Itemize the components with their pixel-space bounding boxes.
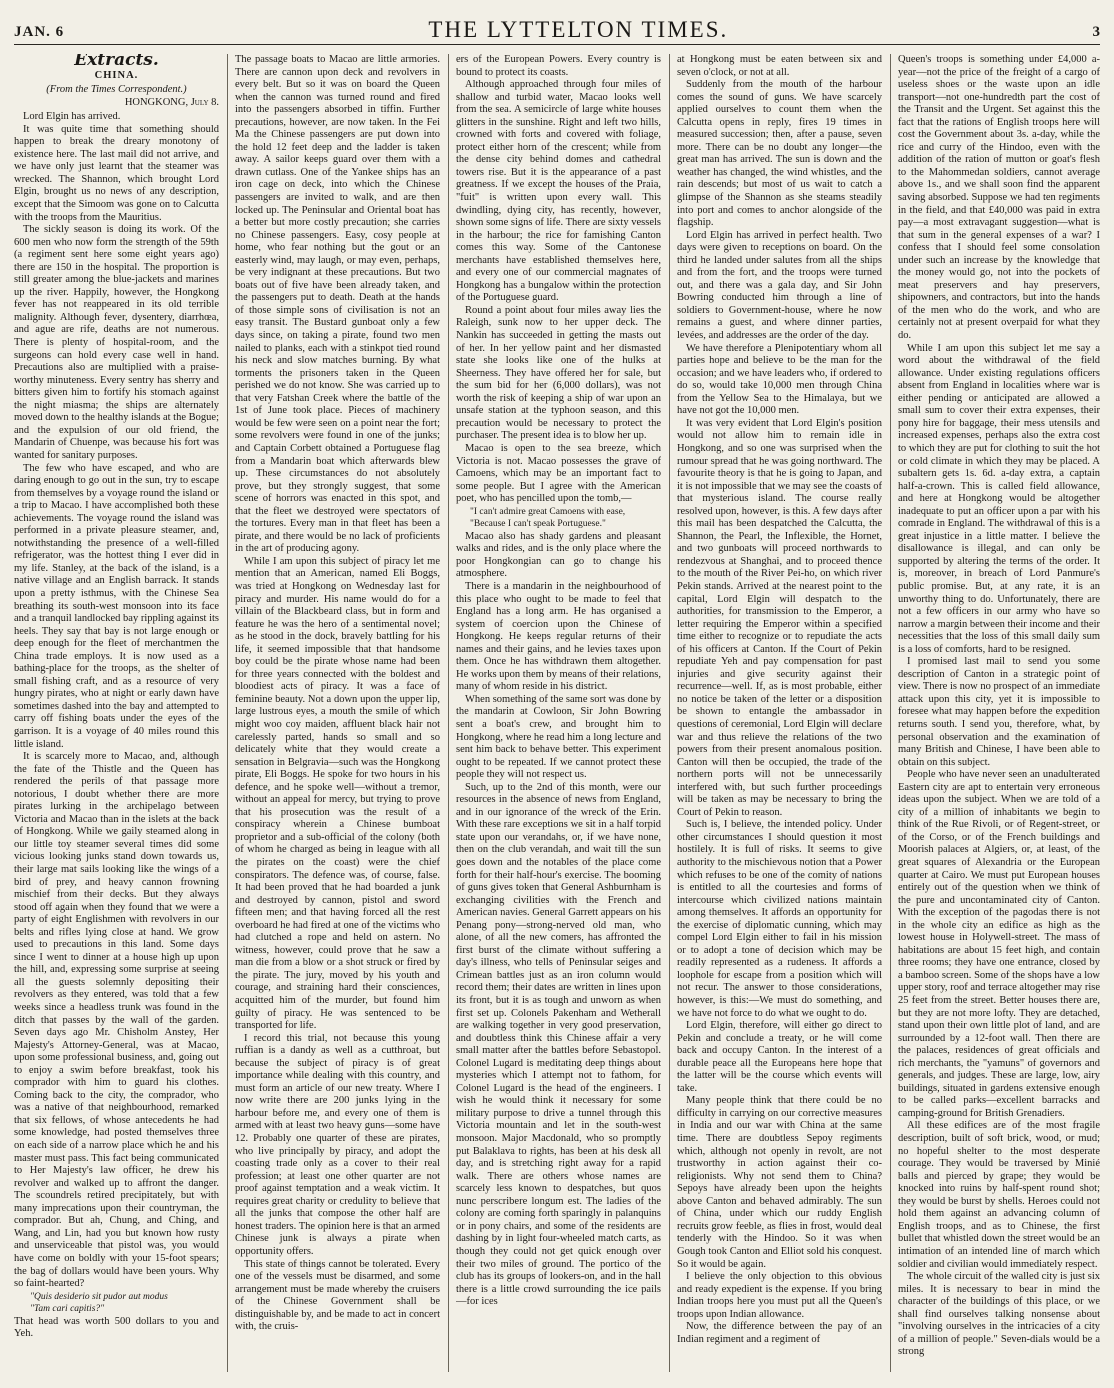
paragraph: ers of the European Powers. Every country is bound to protect its coasts.	[456, 54, 661, 78]
article-credit: (From the Times Correspondent.)	[46, 84, 187, 96]
paragraph: at Hongkong must be eaten between six and seven o'clock, or not at all.	[677, 54, 882, 78]
paragraph: Such is, I believe, the intended policy. Under other circumstances I should question it most hostilely. It is full of risks. It seems to give authority to the mischievous notion that a Power which refuses to be one of the comity of nations is entitled to all the courtesies and forms of intercourse which civilized nations maintain among themselves. It affords an opportunity for the exercise of diplomatic cunning, which may compel Lord Elgin either to fail in his mission or to adopt a tone of decision which may be readily represented as a rudeness. It affords a loophole for escape from a position which will not recur. The answer to those considerations, however, is this:—We must do something, and we have not force to do what we ought to do.	[677, 819, 882, 1019]
paragraph: The few who have escaped, and who are daring enough to go out in the sun, try to escape from themselves by a voyage round the island or a trip to Macao. I have accomplished both these achievements. The voyage round the island was performed in a private pleasure steamer, and, notwithstanding the presence of a well-filled refrigerator, was the hottest thing I ever did in my life. Stanley, at the back of the island, is a native village and an English barrack. It stands upon a pretty isthmus, with the Chinese Sea breathing its south-west monsoon into its face and a tranquil landlocked bay rippling against its heels. They say that bay is not large enough or deep enough for the fleet of merchantmen the China trade employs. It is now used as a bathing-place for the troops, as the shelter of small fishing craft, and as a resource of very hungry pirates, who at night or early dawn have sometimes dashed into the bay and attempted to carry off fishing boats under the eyes of the garrison. It is a voyage of 40 miles round this little island.	[14, 462, 219, 750]
article-dateline: HONGKONG, July 8.	[124, 96, 219, 108]
paragraph: Now, the difference between the pay of an Indian regiment and a regiment of	[677, 1321, 882, 1345]
paragraph: When something of the same sort was done by the mandarin at Cowloon, Sir John Bowring sent a boat's crew, and brought him to Hongkong, where he read him a long lecture and sent him back to behave better. This experiment ought to be repeated. If we cannot protect these people they will not respect us.	[456, 693, 661, 781]
page-number: 3	[1092, 24, 1100, 40]
issue-date: JAN. 6	[14, 24, 65, 40]
paragraph: Suddenly from the mouth of the harbour comes the sound of guns. We have scarcely applied ourselves to count them when the Calcutta opens in reply, fires 19 times in measured succession; then, after a pause, seven more. There can be no doubt any longer—the great man has arrived. The sun is down and the weather has changed, the wind whistles, and the rain descends; but most of us wait to catch a glimpse of the Shannon as she steams steadily into port and comes to anchor alongside of the flagship.	[677, 79, 882, 229]
paragraph: It was quite time that something should happen to break the dreary monotony of existence here. The last mail did not arrive, and we have only just learnt that the steamer was wrecked. The Shannon, which brought Lord Elgin, brought us no news of any description, except that the Simoom was gone on to Calcutta with the troops from the Mauritius.	[14, 123, 219, 223]
paragraph: Lord Elgin, therefore, will either go direct to Pekin and conclude a treaty, or he will come back and occupy Canton. In the interest of a durable peace all the Europeans here hope that the latter will be the course which events will take.	[677, 1020, 882, 1094]
section-heading: Extracts.	[74, 54, 159, 70]
column-rule	[227, 54, 228, 1372]
paragraph: All these edifices are of the most fragile description, built of soft brick, wood, or mud; no hopeful shelter to the most desperate courage. They would be traversed by Minié balls and pierced by grape; they would be knocked into ruins by half-spent round shot; they would be burst by shells. Heroes could not hold them against an advancing column of English troops, and as to Chinese, the first bullet that whistled down the street would be an intimation of an intended line of march which soldier and civilian would immediately respect.	[898, 1120, 1100, 1270]
paragraph: I believe the only objection to this obvious and ready expedient is the expense. If you bring Indian troops here you must put all the Queen's troops upon Indian allowance.	[677, 1271, 882, 1320]
paragraph: The whole circuit of the walled city is just six miles. It is necessary to bear in mind the character of the buildings of this place, or we shall find ourselves talking nonsense about "involving ourselves in the intricacies of a city of a million of people." Seven-dials would be a strong	[898, 1271, 1100, 1358]
paragraph: The passage boats to Macao are little armories. There are cannon upon deck and revolvers in every belt. But so it was on board the Queen when the cannon was turned round and fired into the passengers absorbed in tiffin. Further precautions, however, are now taken. In the Fei Ma the Chinese passengers are put down into the hold 12 feet deep and the ladder is taken away. A sailor keeps guard over them with a drawn cutlass. One of the Yankee ships has an iron cage on deck, into which the Chinese passengers are invited to walk, and are then locked up. The Peninsular and Oriental boat has a better but more costly precaution; she carries no Chinese passengers. Easy, cosy people at home, who fear nothing but the gout or an easterly wind, may laugh, or may even, perhaps, be very indignant at these precautions. But two boats out of five have been already taken, and the passengers put to death. Death at the hands of those simple sons of civilisation is not an easy transit. The Bustard gunboat only a few days since, on taking a pirate, found two men nailed to planks, each with a stinkpot tied round his neck and slow matches burning. By what torments the prisoners taken in the Queen perished we do not know. She was carried up to that very Fatshan Creek where the battle of the 1st of June took place. Pieces of machinery would be few were seen on a point near the fort; some revolvers were found in one of the junks; and Captain Corbett obtained a Portuguese flag from a Mandarin boat which afterwards blew up. These circumstances do not absolutely prove, but they strongly suggest, that some scene of horrors was enacted in this spot, and that the fleet we destroyed were spectators of the tortures. Every man in that fleet has been a pirate, and there would be no lack of proficients in the art of producing agony.	[235, 54, 440, 555]
masthead	[14, 14, 1100, 45]
article-subhead: CHINA.	[94, 69, 139, 81]
paragraph: While I am upon this subject let me say a word about the withdrawal of the field allowance. Under existing regulations officers absent from England in localities where war is either pending or anticipated are allowed a small sum to cover their extra expenses, their pony hire for baggage, their mess utensils and increased expenses, perhaps also the extra cost to which they are put for clothing to suit the hot or cold climate in which they may be placed. A subaltern gets 1s. 6d. a-day extra, a captain half-a-crown. This is called field allowance, and here at Hongkong would be altogether inadequate to put an officer upon a par with his comrade in England. The withdrawal of this is a great injustice in a little matter. I believe the disallowance is illegal, and can only be supported by altering the terms of the order. It is, moreover, in breach of Lord Panmure's public promise. But, at any rate, it is an unworthy thing to do. Unfortunately, there are not a few officers in our army who have so narrow a margin between their income and their necessities that the loss of this small daily sum is a loss of comforts, hard to be resigned.	[898, 342, 1100, 655]
column-2	[235, 54, 440, 1372]
paragraph: I promised last mail to send you some description of Canton in a strategic point of view. There is now no prospect of an immediate attack upon this city, yet it is impossible to foresee what may happen before the expedition returns south. I send you, therefore, what, by personal observation and the examination of many British and Chinese, I have been able to obtain on this subject.	[898, 656, 1100, 768]
newspaper-title: THE LYTTELTON TIMES.	[428, 17, 729, 42]
paragraph: Round a point about four miles away lies the Raleigh, sunk now to her upper deck. The Nankin has succeeded in getting the masts out of her. In her yellow paint and her dismasted state she looks like one of the hulks at Sheerness. They have offered her for sale, but the sum bid for her (6,000 dollars), was not worth the risk of keeping a ship of war upon an unsafe station at the typhoon season, and this precaution would be necessary to protect the purchaser. The present idea is to blow her up.	[456, 304, 661, 442]
paragraph: While I am upon this subject of piracy let me mention that an American, named Eli Boggs, was tried at Hongkong on Wednesday last for piracy and murder. His name would do for a villain of the Blackbeard class, but in form and feature he was the hero of a sentimental novel; as he stood in the dock, bravely battling for his life, it seemed impossible that that handsome boy could be the pirate whose name had been for three years connected with the boldest and bloodiest acts of piracy. It was a face of feminine beauty. Not a down upon the upper lip, large lustrous eyes, a mouth the smile of which might woo coy maiden, affluent black hair not carelessly parted, hands so small and so delicately white that they would create a sensation in Belgravia—such was the Hongkong pirate, Eli Boggs. He spoke for two hours in his defence, and he spoke well—without a tremor, without an appeal for mercy, but trying to prove that his prosecution was the result of a conspiracy wherein a Chinese bumboat proprietor and a sub-official of the colony (both of whom he charged as being in league with all the pirates on the coast) were the chief conspirators. The defence was, of course, false. It had been proved that he had boarded a junk and destroyed by cannon, pistol and sword fifteen men; and that having forced all the rest overboard he had fired at one of the victims who had clutched a rope and held on astern. No witness, however, could prove that he saw a man die from a blow or a shot struck or fired by the pirate. The jury, moved by his youth and courage, and straining hard their consciences, acquitted him of the murder, but found him guilty of piracy. He was sentenced to be transported for life.	[235, 555, 440, 1032]
paragraph: Macao also has shady gardens and pleasant walks and rides, and is the only place where the poor Hongkongian can go to change his atmosphere.	[456, 530, 661, 580]
paragraph: Macao is open to the sea breeze, which Victoria is not. Macao possesses the grave of Camoens, which may be an important fact to some people. But I agree with the American poet, who has pencilled upon the tomb,—	[456, 442, 661, 505]
paragraph: Lord Elgin has arrived.	[23, 111, 121, 123]
paragraph: Such, up to the 2nd of this month, were our resources in the absence of news from England, and in our ignorance of the wreck of the Erin. With these rare exceptions we sit in a half torpid state upon our verandahs, or, if we have none, then on the club verandah, and wait till the sun goes down and the notables of the place come forth for their half-hour's exercise. The booming of guns gives token that General Ashburnham is exchanging civilities with the French and American navies. General Garrett appears on his Penang pony—strong-nerved old man, who alone, of all the new comers, has affronted the first burst of the climate without suffering a day's illness, who tells of Peninsular seiges and Crimean battles just as an iron column would record them; their dates are written in lines upon its front, but it is as tough and unworn as when first set up. Colonels Pakenham and Wetherall are walking together in very good preservation, and doubtless think this Chinese affair a very small matter after the battles before Sebastopol. Colonel Lugard is meditating deep things about mysteries which I attempt not to fathom, for Colonel Lugard is the head of the engineers. I wish he would think it necessary for some military purpose to drive a tunnel through this Victoria mountain and let in the south-west monsoon. Major Macdonald, who so promptly put Balaklava to rights, has been at his desk all day, and is stretching right away for a rapid walk. There are others whose names are scarcely less known to despatches, but quos nunc perscribere longum est. The ladies of the colony are coming forth sparingly in palanquins or in pony chairs, and some of the residents are dashing by in light four-wheeled match carts, as though they could not get quick enough over their two miles of ground. The portico of the club has its groups of lookers-on, and in the hall there is a little crowd surrounding the ice pails—for ices	[456, 781, 661, 1308]
quote-line: "Because I can't speak Portuguese."	[470, 519, 606, 530]
paragraph: We have therefore a Plenipotentiary whom all parties hope and believe to be the man for the occasion; and we have leaders who, if ordered to do so, would take 10,000 men through China from the Yellow Sea to the Himalaya, but we have not got the 10,000 men.	[677, 342, 882, 417]
column-rule	[669, 54, 670, 1372]
column-rule	[890, 54, 891, 1372]
column-rule	[448, 54, 449, 1372]
paragraph: Queen's troops is something under £4,000 a-year—not the price of the freight of a cargo of useless shoes or the waste upon an idle transport—not one-hundredth part the cost of the Transit and the Urgent. Set against this the fact that the rations of English troops here will cost the Government about 3s. a-day, while the rice and curry of the Hindoo, even with the addition of the ration of mutton or goat's flesh to the Mahommedan soldiers, cannot average above 1s., and we shall soon find the apparent saving absorbed. Suppose we had ten regiments in the field, and that £40,000 was paid in extra pay—a most extravagant suggestion—what is that sum in the general expenses of a war? I confess that I should feel some consolation under such an increase by the knowledge that the money would go, not into the pockets of meat preservers and hay preservers, shipowners, and contractors, but into the hands of the men who do the work, and who are certainly not at present overpaid for what they do.	[898, 54, 1100, 342]
verse-line: "Quis desiderio sit pudor aut modus	[30, 1291, 168, 1302]
paragraph: This state of things cannot be tolerated. Every one of the vessels must be disarmed, and some arrangement must be made whereby the cruisers of the Chinese Government shall be distinguishable by, and be made to act in concert with, the cruis-	[235, 1258, 440, 1333]
column-5	[898, 54, 1100, 1372]
verse-line: "Tam cari capitis?"	[30, 1304, 105, 1315]
paragraph: People who have never seen an unadulterated Eastern city are apt to entertain very erroneous ideas upon the subject. When we are told of a city of a million of inhabitants we begin to think of the Rue Rivoli, or of Regent-street, or of the Corso, or of the French buildings and Moorish palaces at Algiers, or, at least, of the great squares of Alexandria or the European quarter at Cairo. We must put European houses entirely out of the question when we think of the pure and uncontaminated city of Canton. With the exception of the pagodas there is not in the whole city an edifice as high as the lowest house in Holywell-street. The mass of habitations are about 15 feet high, and contain three rooms; they have one entrance, closed by a bamboo screen. Some of the shops have a low upper story, roof and terrace altogether may rise 25 feet from the street. Better houses there are, but they are not more lofty. They are detached, stand upon their own little plot of land, and are surrounded by a 12-foot wall. Then there are the palaces, residences of great officials and rich merchants, the "yamuns" of governors and generals, and judges. These are large, low, airy buildings, situated in gardens extensive enough to be called parks—excellent barracks and camping-ground for British Grenadiers.	[898, 769, 1100, 1119]
paragraph: That head was worth 500 dollars to you and Yeh.	[14, 1315, 219, 1340]
paragraph: I record this trial, not because this young ruffian is a dandy as well as a cutthroat, but because the subject of piracy is of great importance while dealing with this country, and must form an article of our new treaty. Where I now write there are 200 junks lying in the harbour before me, and every one of them is armed with at least two heavy guns—some have 12. Probably one quarter of these are pirates, who live principally by piracy, and adopt the coasting trade only as a cover to their real profession; at least one other quarter are not proof against temptation and a weak victim. It requires great charity or credulity to believe that all the junks that compose the other half are honest traders. The opinion here is that an armed Chinese junk is always a pirate when opportunity offers.	[235, 1032, 440, 1257]
column-1	[14, 54, 219, 1372]
article-columns	[14, 54, 1100, 1372]
column-3	[456, 54, 661, 1372]
quote-line: "I can't admire great Camoens with ease,	[470, 506, 626, 517]
paragraph: There is a mandarin in the neighbourhood of this place who ought to be made to feel that England has a long arm. He has organised a system of coercion upon the Chinese of Hongkong. He keeps regular returns of their names and their gains, and he levies taxes upon them. Once he has withdrawn them altogether. He works upon them by means of their relations, many of whom reside in his district.	[456, 580, 661, 693]
column-4	[677, 54, 882, 1372]
paragraph: It is scarcely more to Macao, and, although the fate of the Thistle and the Queen has rendered the perils of that passage more notorious, I doubt whether there are more pirates lurking in the archipelago between Victoria and Macao than in the islets at the back of Hongkong. While we gaily steamed along in our little toy steamer several times did some vicious looking junks stand down towards us, their large mat sails looking like the wings of a bird of prey, and heavy cannon frowning mischief from their decks. But they always stood off again when they found that we were a party of eight Englishmen with revolvers in our belts and rifles lying close at hand. We grow used to precautions in this land. Some days since I went to dinner at a house high up upon the hill, and, expressing some surprise at seeing all the guests solemnly depositing their revolvers as they entered, was told that a few weeks since a headless trunk was found in the ditch that passes by the wall of the garden. Seven days ago Mr. Chisholm Anstey, Her Majesty's Attorney-General, was at Macao, upon some professional business, and, going out to enjoy a swim before breakfast, took his comprador with him to guard his clothes. Coming back to the city, the comprador, who was a native of that neighbourhood, remarked that six fellows, of whose antecedents he had some knowledge, had posted themselves three on each side of a narrow place which he and his master must pass. This fact being communicated to Her Majesty's law officer, he drew his revolver and walked up to affront the danger. The scoundrels retired precipitately, but with many imprecations upon their countryman, the comprador. But ah, Chung, and Ching, and Wang, and Lin, had you but known how rusty and unserviceable that pistol was, you would have come on boldly with your 15-foot spears; the bag of dollars would have been yours. Why so faint-hearted?	[14, 751, 219, 1290]
paragraph: Although approached through four miles of shallow and turbid water, Macao looks well from the sea. A semicircle of large white houses glitters in the sunshine. Right and left two hills, crowned with forts and covered with foliage, protect either horn of the crescent; while from the dense city behind domes and cathedral towers rise. But it is the appearance of a past greatness. If we except the houses of the Praia, "fuit" is written upon every wall. This dwindling, dying city, has recently, however, shown some signs of life. There are sixty vessels in the harbour; the rice for famishing Canton comes this way. Some of the Cantonese merchants have established themselves here, and every one of our commercial magnates of Hongkong has a bungalow within the protection of the Portuguese guard.	[456, 79, 661, 304]
paragraph: The sickly season is doing its work. Of the 600 men who now form the strength of the 59th (a regiment sent here some eight years ago) there are 150 in the hospital. The proportion is still greater among the blue-jackets and marines up the river. Happily, however, the Hongkong fever has not reappeared in its old terrible malignity. Although fever, dysentery, diarrhœa, and ague are rife, deaths are not numerous. There is plenty of hospital-room, and the surgeons can hold every case well in hand. Precautions also are multiplied with a praise-worthy minuteness. Every sentry has sherry and bitters given him to fortify his stomach against the night miasma; the ships are alternately moved down to the healthy islands at the Bogue; and the expulsion of our old friend, the Mandarin of Chuenpe, was because his fort was wanted for sanitary purposes.	[14, 224, 219, 461]
paragraph: Lord Elgin has arrived in perfect health. Two days were given to receptions on board. On the third he landed under salutes from all the ships and from the fort, and the troops were turned out, and there was a gala day, and Sir John Bowring conducted him through a line of soldiers to Government-house, where he now remains a guest, and where dinner parties, levées, and addresses are the order of the day.	[677, 229, 882, 342]
paragraph: It was very evident that Lord Elgin's position would not allow him to remain idle in Hongkong, and so one was surprised when the rumour spread that he was going northward. The favourite theory is that he is going to Japan, and it is not impossible that we may see the coasts of that mysterious island. The course really resolved upon, however, is this. A few days after this mail has been despatched the Calcutta, the Shannon, the Pearl, the Inflexible, the Hornet, and two gunboats will proceed northwards to rendezvous at Shanghai, and to proceed thence to the mouth of the River Pei-ho, on which river Pekin stands. Arrived at the nearest point to the capital, Lord Elgin will despatch to the authorities, for transmission to the Emperor, a letter requiring the Emperor within a specified time either to recognize or to repudiate the acts of his officers at Canton. If the Court of Pekin repudiate Yeh and pay compensation for past injuries and give security against their recurrence—well. If, as is most probable, either no notice be taken of the letter or a disposition be shown to entangle the ambassador in questions of ceremonial, Lord Elgin will declare war and thus relieve the relations of the two powers from their present anomalous position. Canton will then be occupied, the trade of the northern ports will not be unnecessarily interfered with, but such further proceedings will be taken as may be necessary to bring the Court of Pekin to reason.	[677, 417, 882, 818]
paragraph: Many people think that there could be no difficulty in carrying on our corrective measures in India and our war with China at the same time. There are doubtless Sepoy regiments which, although not openly in revolt, are not trustworthy in action against their co-religionists. Why not send them to China? Sepoys have already been upon the heights above Canton and behaved admirably. The sun of China, under which our ruddy English recruits grow feeble, as flies in frost, would deal tenderly with the Hindoo. So it was when Gough took Canton and Elliot sold his conquest. So it would be again.	[677, 1095, 882, 1270]
